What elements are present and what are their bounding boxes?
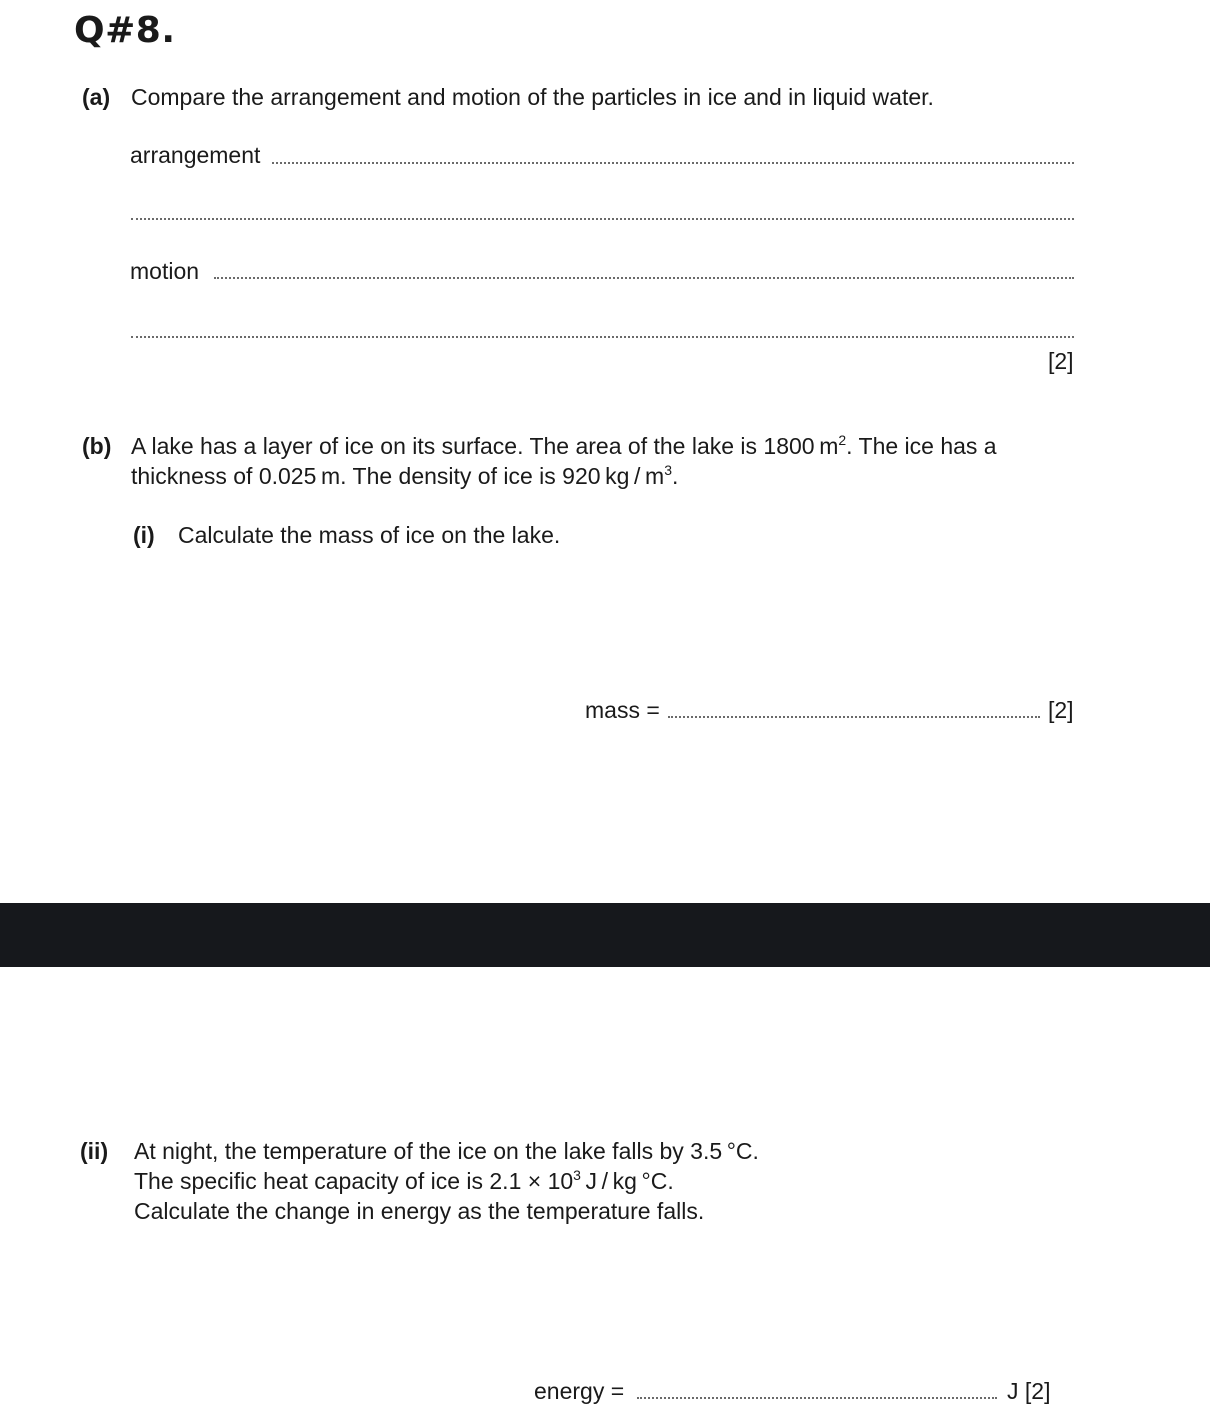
sub-ii-unit-marks: J [2] bbox=[1007, 1378, 1051, 1404]
part-b-line2-text: thickness of 0.025 m. The density of ice is 920 kg / m bbox=[131, 463, 665, 489]
mass-answer-label: mass = bbox=[585, 697, 660, 723]
part-b-label: (b) bbox=[82, 433, 112, 459]
sub-ii-line-2-post: J / kg °C. bbox=[580, 1168, 674, 1194]
question-number: Q#8. bbox=[74, 10, 176, 51]
density-exponent: 3 bbox=[664, 462, 672, 478]
sub-ii-line-3: Calculate the change in energy as the temperature falls. bbox=[134, 1198, 705, 1224]
mass-answer-line[interactable] bbox=[668, 716, 1040, 718]
arrangement-answer-line-2[interactable] bbox=[131, 218, 1074, 220]
motion-answer-line-2[interactable] bbox=[131, 336, 1074, 338]
part-b-text-end: . The ice has a bbox=[846, 433, 997, 459]
part-a-marks: [2] bbox=[1048, 348, 1074, 374]
shc-exponent: 3 bbox=[573, 1167, 581, 1183]
sub-i-marks: [2] bbox=[1048, 697, 1074, 723]
part-a-prompt: Compare the arrangement and motion of the particles in ice and in liquid water. bbox=[131, 84, 934, 110]
part-b-text-line-1 bbox=[131, 431, 1076, 461]
part-b-text-line-2 bbox=[131, 461, 678, 491]
arrangement-answer-line-1[interactable] bbox=[272, 162, 1074, 164]
sub-ii-label: (ii) bbox=[80, 1138, 109, 1164]
motion-answer-line-1[interactable] bbox=[214, 277, 1074, 279]
page-divider-band bbox=[0, 903, 1210, 967]
sub-ii-line-2 bbox=[134, 1166, 674, 1196]
part-b-text-words bbox=[131, 431, 997, 461]
sub-i-prompt: Calculate the mass of ice on the lake. bbox=[178, 522, 561, 548]
arrangement-label: arrangement bbox=[130, 142, 261, 168]
sub-ii-line-2-pre: The specific heat capacity of ice is 2.1 × 10 bbox=[134, 1168, 574, 1194]
sub-i-label: (i) bbox=[133, 522, 155, 548]
energy-answer-label: energy = bbox=[534, 1378, 625, 1404]
energy-answer-line[interactable] bbox=[637, 1397, 997, 1399]
part-b-text-start: A lake has a layer of ice on its surface. The area of the lake is 1800 m bbox=[131, 433, 839, 459]
area-exponent: 2 bbox=[838, 432, 847, 448]
part-a-label: (a) bbox=[82, 84, 111, 110]
part-b-line2-end: . bbox=[672, 463, 679, 489]
sub-ii-line-1: At night, the temperature of the ice on the lake falls by 3.5 °C. bbox=[134, 1138, 759, 1164]
motion-label: motion bbox=[130, 258, 200, 284]
